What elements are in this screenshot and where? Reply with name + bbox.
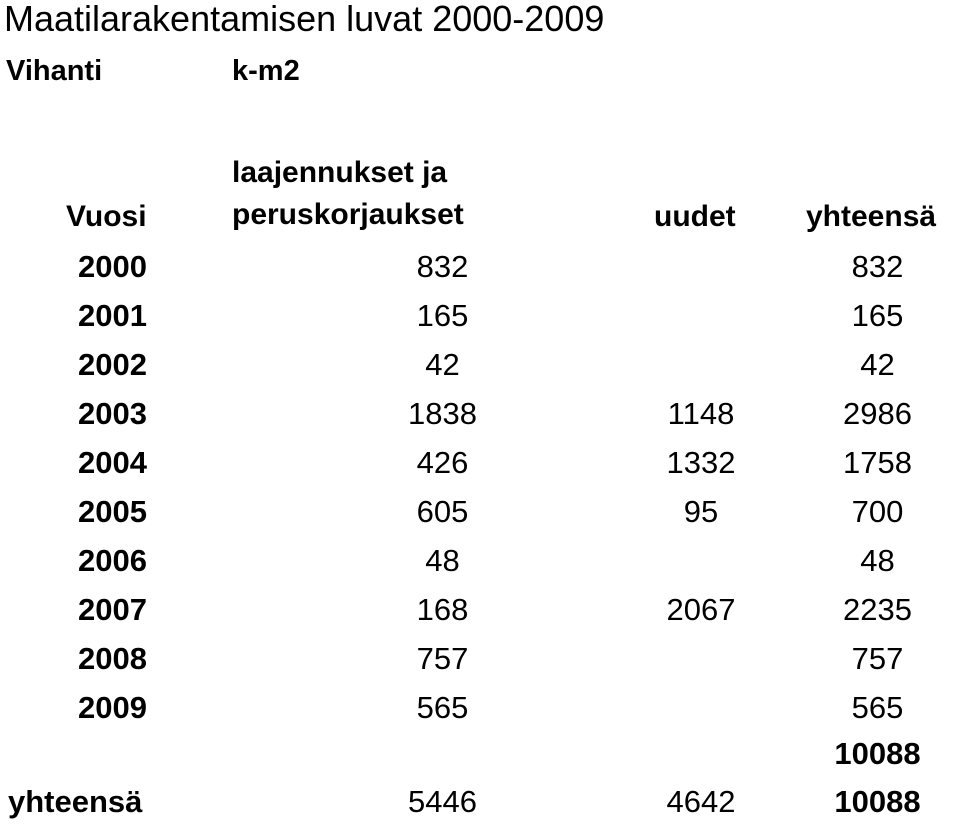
cell-total: 565 (851, 690, 904, 725)
total-extensions: 5446 (408, 784, 477, 819)
cell-extensions: 165 (416, 298, 469, 333)
cell-year: 2001 (78, 298, 147, 333)
cell-year: 2004 (78, 445, 147, 480)
page-title: Maatilarakentamisen luvat 2000-2009 (4, 0, 605, 39)
table-row (0, 639, 960, 688)
table-row (0, 443, 960, 492)
cell-extensions: 48 (425, 543, 460, 578)
cell-year: 2009 (78, 690, 147, 725)
cell-total: 42 (860, 347, 895, 382)
header-extensions-line2: peruskorjaukset (232, 198, 464, 231)
cell-extensions: 426 (416, 445, 469, 480)
cell-extensions: 42 (425, 347, 460, 382)
table-row (0, 590, 960, 639)
cell-total: 165 (851, 298, 904, 333)
table-row (0, 345, 960, 394)
cell-total: 1758 (843, 445, 912, 480)
header-extensions (232, 152, 464, 236)
unit-label: k-m2 (232, 55, 300, 87)
cell-new: 2067 (666, 592, 736, 627)
cell-year: 2005 (78, 494, 147, 529)
cell-new: 95 (683, 494, 719, 529)
subtotal-row (0, 734, 960, 783)
total-new: 4642 (666, 784, 736, 819)
cell-year: 2002 (78, 347, 147, 382)
cell-total: 757 (851, 641, 904, 676)
cell-total: 832 (851, 249, 904, 284)
total-all: 10088 (834, 784, 921, 819)
cell-extensions: 832 (416, 249, 469, 284)
table-row (0, 247, 960, 296)
cell-year: 2007 (78, 592, 147, 627)
total-label: yhteensä (8, 784, 143, 819)
cell-extensions: 605 (416, 494, 469, 529)
header-extensions-line1: laajennukset ja (232, 156, 448, 189)
cell-year: 2003 (78, 396, 147, 431)
cell-extensions: 757 (416, 641, 469, 676)
cell-extensions: 168 (416, 592, 469, 627)
cell-year: 2006 (78, 543, 147, 578)
table-row (0, 688, 960, 737)
header-year: Vuosi (66, 200, 147, 233)
table-row (0, 296, 960, 345)
table-row (0, 394, 960, 443)
cell-year: 2000 (78, 249, 147, 284)
cell-new: 1332 (666, 445, 736, 480)
cell-subtotal: 10088 (834, 736, 921, 771)
cell-total: 2235 (843, 592, 912, 627)
cell-extensions: 1838 (408, 396, 477, 431)
cell-year: 2008 (78, 641, 147, 676)
cell-extensions: 565 (416, 690, 469, 725)
table-row (0, 492, 960, 541)
cell-new: 1148 (667, 396, 735, 431)
table-row (0, 541, 960, 590)
cell-total: 2986 (843, 396, 912, 431)
cell-total: 700 (851, 494, 904, 529)
header-new: uudet (654, 200, 736, 233)
cell-total: 48 (860, 543, 895, 578)
total-row (0, 782, 960, 831)
header-total: yhteensä (806, 200, 937, 233)
place-label: Vihanti (6, 55, 103, 87)
